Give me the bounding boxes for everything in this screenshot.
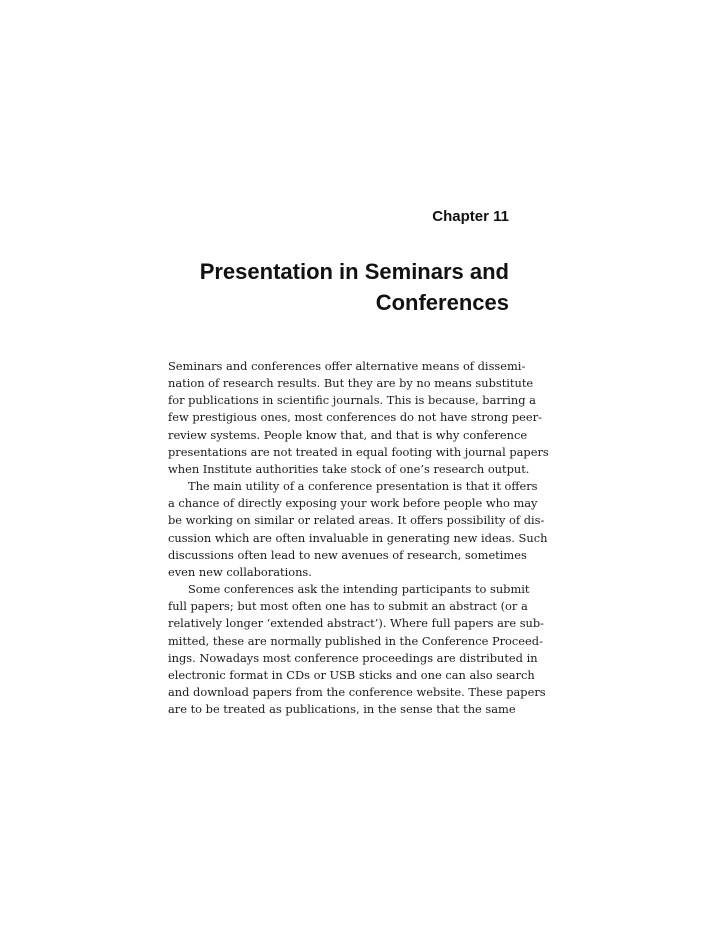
- body-text-line: Some conferences ask the intending participants to submit: [188, 582, 530, 597]
- body-text-line: The main utility of a conference presentation is that it offers: [188, 479, 538, 494]
- body-text-line: a chance of directly exposing your work before people who may: [168, 496, 538, 511]
- body-text-line: nation of research results. But they are by no means substitute: [168, 376, 534, 391]
- body-text-line: presentations are not treated in equal footing with journal papers: [168, 444, 549, 459]
- body-text-line: Seminars and conferences offer alternative means of dissemi-: [168, 359, 526, 373]
- body-text-line: be working on similar or related areas. It offers possibility of dis-: [168, 513, 545, 528]
- body-text-line: full papers; but most often one has to submit an abstract (or a: [168, 599, 528, 614]
- body-text-line: cussion which are often invaluable in generating new ideas. Such: [168, 530, 548, 545]
- body-text-line: electronic format in CDs or USB sticks and one can also search: [168, 667, 535, 682]
- body-text-line: review systems. People know that, and that is why conference: [168, 427, 528, 442]
- body-text-line: for publications in scientific journals. This is because, barring a: [168, 393, 536, 408]
- body-text-line: discussions often lead to new avenues of research, sometimes: [168, 547, 527, 562]
- body-text: [168, 358, 549, 718]
- chapter-title: [109, 256, 509, 318]
- body-text-line: when Institute authorities take stock of one’s research output.: [168, 461, 530, 476]
- body-text-line: relatively longer ‘extended abstract’). Where full papers are sub-: [168, 616, 545, 631]
- chapter-number: Chapter 11: [432, 208, 509, 225]
- body-text-line: ings. Nowadays most conference proceedings are distributed in: [168, 650, 538, 665]
- body-text-line: few prestigious ones, most conferences do not have strong peer-: [168, 410, 542, 425]
- body-text-line: are to be treated as publications, in the sense that the same: [168, 702, 516, 717]
- body-text-line: even new collaborations.: [168, 564, 312, 579]
- body-text-line: and download papers from the conference website. These papers: [168, 684, 546, 699]
- chapter-title-line: Presentation in Seminars and: [199, 259, 509, 284]
- chapter-title-line: Conferences: [375, 290, 509, 315]
- body-text-line: mitted, these are normally published in the Conference Proceed-: [168, 633, 543, 648]
